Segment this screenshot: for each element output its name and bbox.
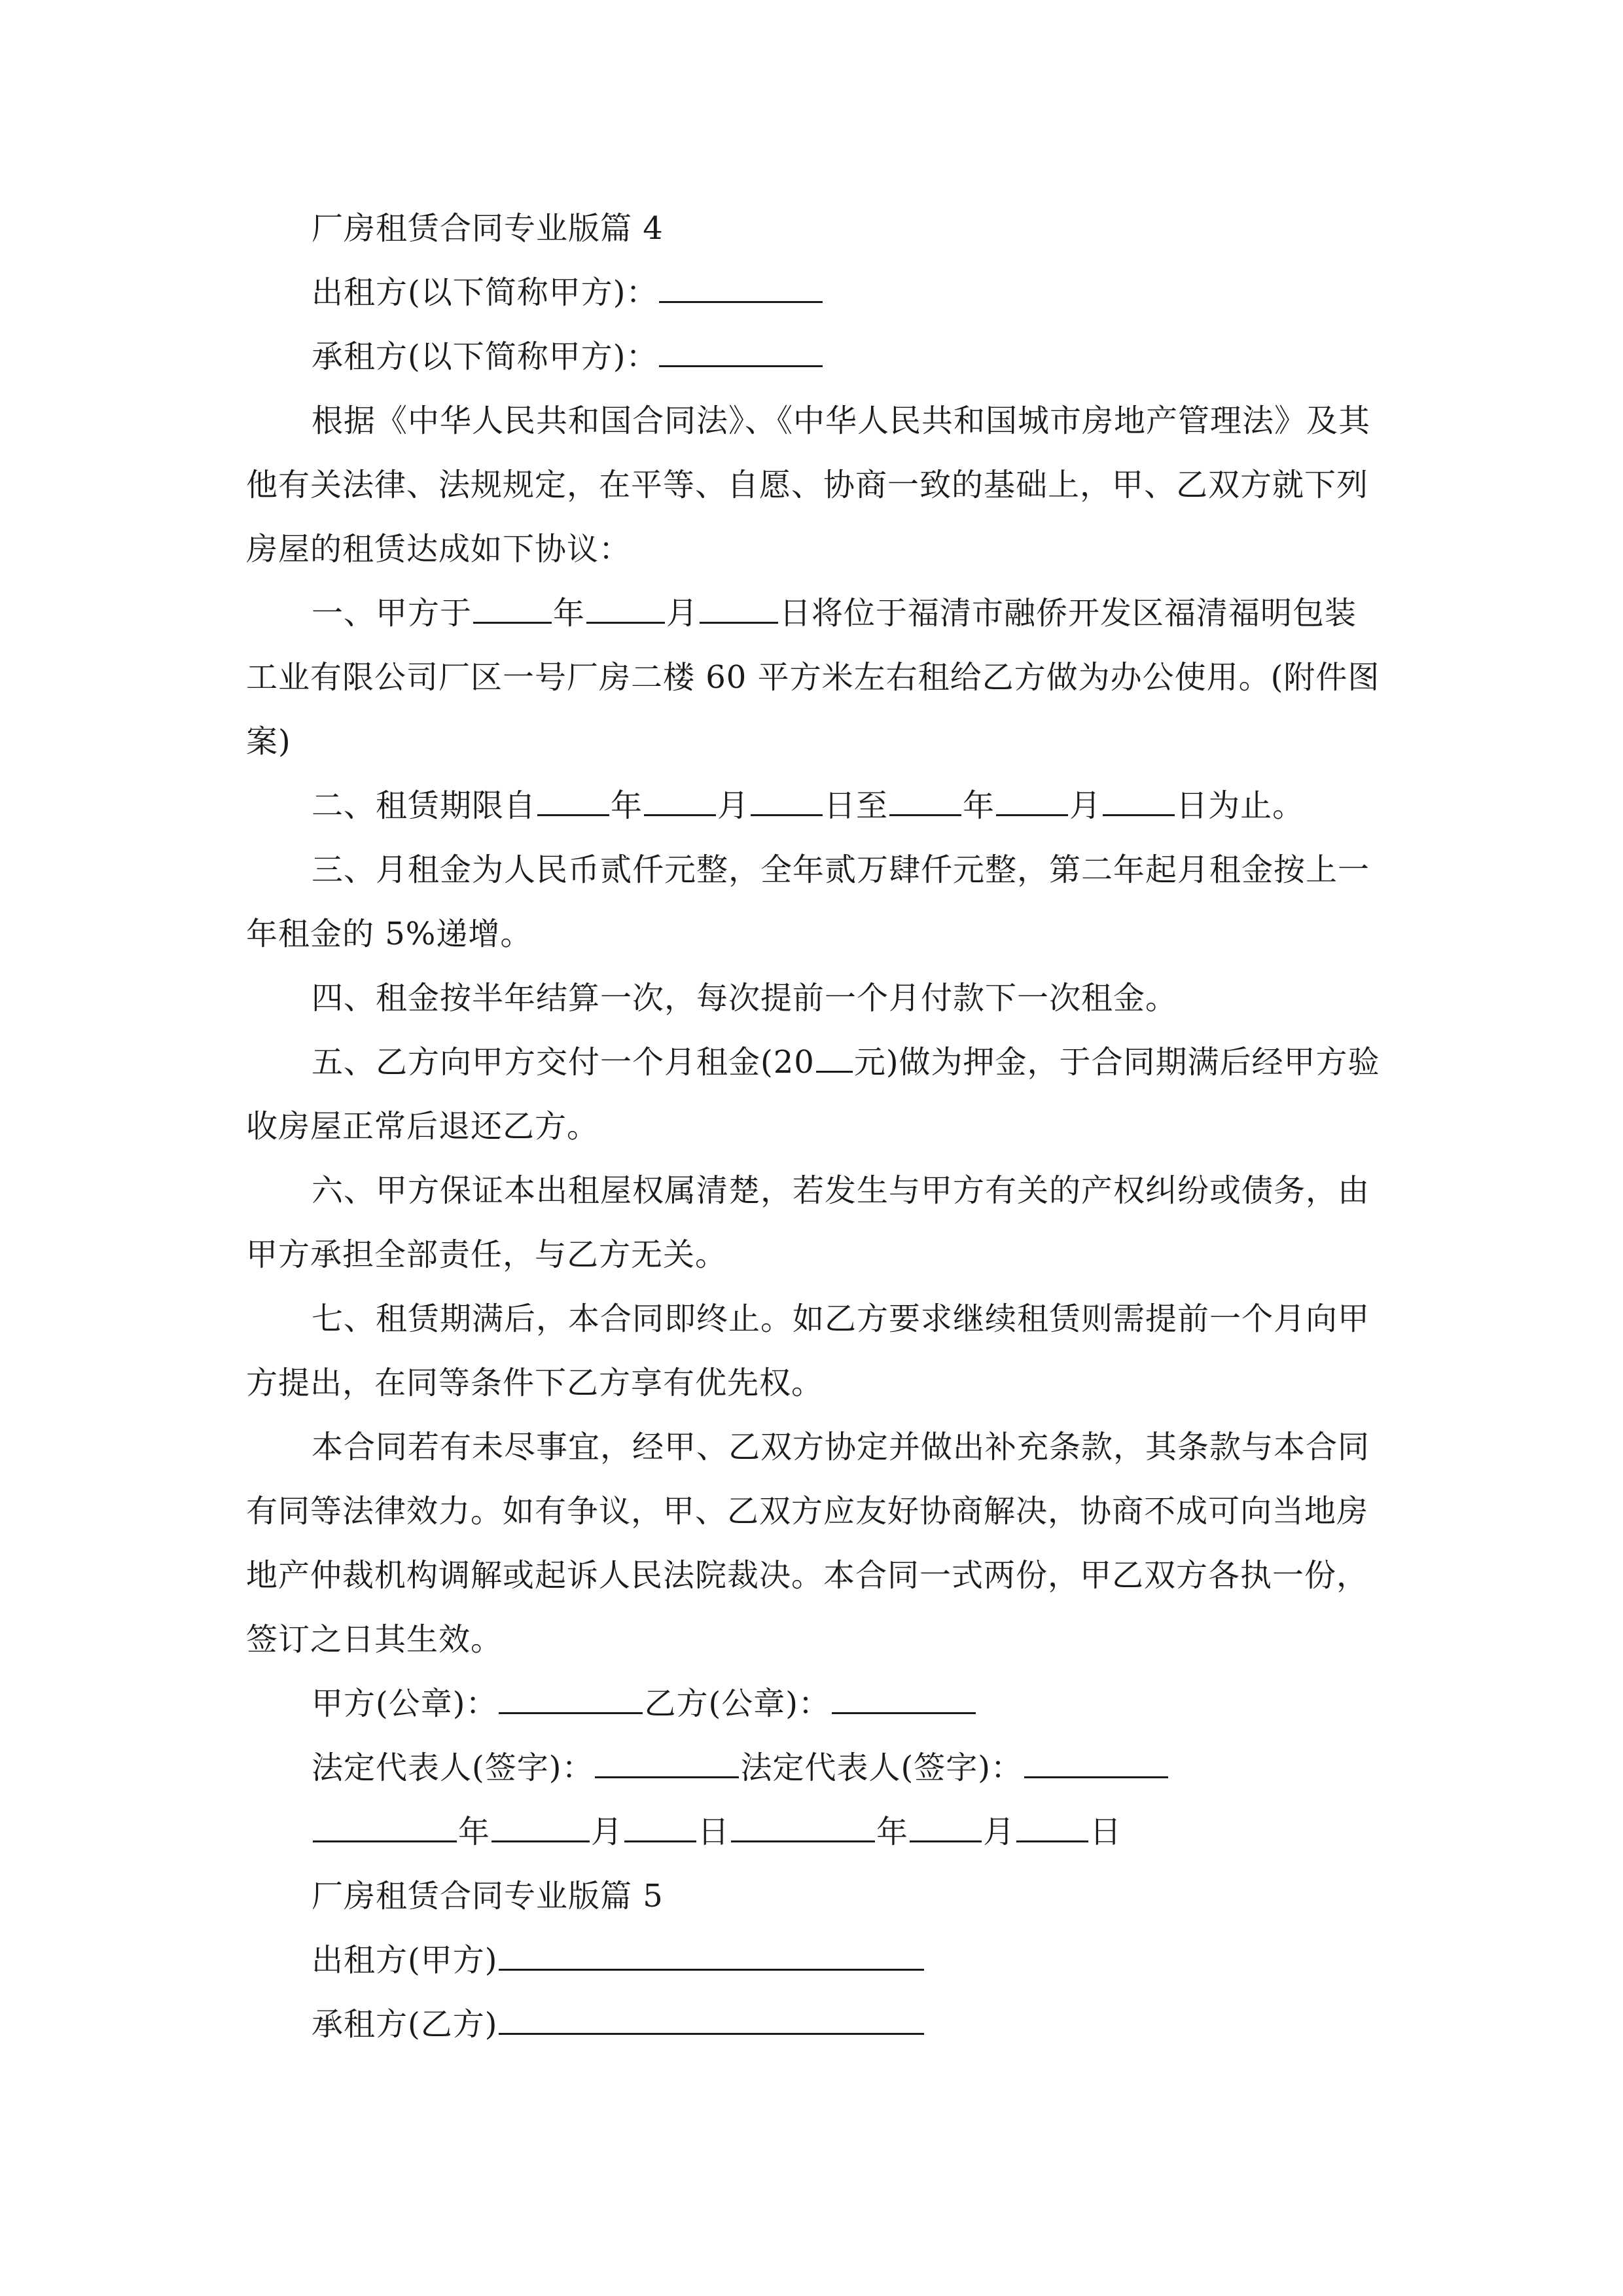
- date-text: 日: [1090, 1814, 1122, 1850]
- clause-text: 方提出，在同等条件下乙方享有优先权。: [246, 1365, 824, 1401]
- clause-text: 二、租赁期限自: [312, 787, 537, 824]
- clause-8-line-2: [246, 1479, 1368, 1543]
- party-a-seal-blank: [499, 1674, 643, 1714]
- month-blank: [644, 776, 716, 816]
- clause-text: 本合同若有未尽事宜，经甲、乙双方协定并做出补充条款，其条款与本合同: [312, 1429, 1370, 1465]
- clause-text: 年: [611, 787, 643, 824]
- clause-8-line-3: [246, 1543, 1368, 1607]
- clause-4-line-1: [312, 966, 1177, 1030]
- clause-text: 有同等法律效力。如有争议，甲、乙双方应友好协商解决，协商不成可向当地房: [246, 1493, 1369, 1530]
- clause-text: 地产仲裁机构调解或起诉人民法院裁决。本合同一式两份，甲乙双方各执一份，: [246, 1557, 1369, 1594]
- paragraph-text: 根据《中华人民共和国合同法》、《中华人民共和国城市房地产管理法》及其: [312, 403, 1371, 439]
- clause-1-line-3: [246, 709, 291, 774]
- clause-text: 月: [1069, 787, 1102, 824]
- day-blank: [1103, 776, 1175, 816]
- clause-text: 年: [963, 787, 995, 824]
- clause-2-line-1: [312, 774, 1304, 838]
- day-blank: [1016, 1803, 1088, 1842]
- day-blank: [751, 776, 823, 816]
- month-blank: [586, 584, 665, 624]
- date-line: [312, 1800, 1122, 1864]
- clause-text: 年租金的 5%递增。: [246, 916, 533, 952]
- month-blank: [491, 1803, 590, 1842]
- rep-a-blank: [595, 1738, 739, 1778]
- clause-text: 签订之日其生效。: [246, 1621, 503, 1658]
- clause-5-line-1: [312, 1030, 1380, 1094]
- intro-line-3: [246, 517, 631, 581]
- date-text: 月: [591, 1814, 624, 1850]
- clause-8-line-4: [246, 1607, 503, 1672]
- clause-3-line-2: [246, 902, 532, 966]
- clause-text: 元)做为押金，于合同期满后经甲方验: [853, 1044, 1380, 1081]
- clause-5-line-2: [246, 1094, 599, 1158]
- clause-7-line-1: [312, 1287, 1370, 1351]
- clause-7-line-2: [246, 1351, 823, 1415]
- paragraph-text: 房屋的租赁达成如下协议：: [246, 531, 632, 567]
- rep-b-label: 法定代表人(签字)：: [740, 1749, 1023, 1786]
- clause-text: 七、租赁期满后，本合同即终止。如乙方要求继续租赁则需提前一个月向甲: [312, 1300, 1370, 1337]
- clause-text: 三、月租金为人民币贰仟元整，全年贰万肆仟元整，第二年起月租金按上一: [312, 852, 1370, 888]
- clause-text: 收房屋正常后退还乙方。: [246, 1108, 599, 1145]
- lessee-5-label: 承租方(乙方): [312, 2006, 498, 2043]
- clause-text: 年: [553, 595, 586, 632]
- deposit-blank: [816, 1033, 853, 1073]
- lessor-5-line: [312, 1928, 925, 1992]
- year-blank: [731, 1803, 875, 1842]
- lessor-5-label: 出租方(甲方): [312, 1942, 498, 1979]
- clause-8-line-1: [312, 1415, 1370, 1479]
- date-text: 月: [983, 1814, 1016, 1850]
- lessor-label: 出租方(以下简称甲方)：: [312, 274, 658, 311]
- heading-text: 厂房租赁合同专业版篇 5: [312, 1878, 664, 1914]
- lessor-5-blank: [499, 1931, 924, 1971]
- day-blank: [624, 1803, 696, 1842]
- rep-a-label: 法定代表人(签字)：: [312, 1749, 594, 1786]
- clause-1-line-1: [312, 581, 1357, 645]
- month-blank: [996, 776, 1068, 816]
- month-blank: [910, 1803, 982, 1842]
- heading-text: 厂房租赁合同专业版篇 4: [312, 210, 664, 247]
- clause-1-line-2: [246, 645, 1380, 709]
- date-text: 年: [876, 1814, 909, 1850]
- lessee-line: [312, 325, 824, 389]
- clause-text: 日为止。: [1176, 787, 1305, 824]
- intro-line-1: [312, 389, 1370, 453]
- clause-text: 月: [717, 787, 750, 824]
- clause-text: 五、乙方向甲方交付一个月租金(20: [312, 1044, 815, 1081]
- party-b-seal-label: 乙方(公章)：: [644, 1685, 830, 1722]
- lessee-blank: [659, 327, 823, 367]
- year-blank: [889, 776, 961, 816]
- lessor-line: [312, 260, 824, 325]
- lessee-5-blank: [499, 1995, 924, 2035]
- rep-b-blank: [1024, 1738, 1168, 1778]
- date-text: 年: [458, 1814, 491, 1850]
- year-blank: [537, 776, 609, 816]
- clause-text: 日至: [824, 787, 889, 824]
- clause-text: 月: [666, 595, 699, 632]
- year-blank: [473, 584, 552, 624]
- clause-6-line-2: [246, 1223, 727, 1287]
- clause-text: 工业有限公司厂区一号厂房二楼 60 平方米左右租给乙方做为办公使用。(附件图: [246, 659, 1380, 696]
- year-blank: [313, 1803, 457, 1842]
- clause-text: 日将位于福清市融侨开发区福清福明包装: [779, 595, 1357, 632]
- section-heading-5: [312, 1864, 664, 1928]
- day-blank: [700, 584, 778, 624]
- section-heading-4: [312, 196, 664, 260]
- clause-text: 案): [246, 723, 291, 760]
- seal-line: [312, 1672, 977, 1736]
- intro-line-2: [246, 453, 1368, 517]
- clause-text: 六、甲方保证本出租屋权属清楚，若发生与甲方有关的产权纠纷或债务，由: [312, 1172, 1370, 1209]
- clause-text: 一、甲方于: [312, 595, 473, 632]
- lessee-label: 承租方(以下简称甲方)：: [312, 338, 658, 375]
- clause-3-line-1: [312, 838, 1370, 902]
- clause-text: 四、租金按半年结算一次，每次提前一个月付款下一次租金。: [312, 980, 1178, 1016]
- party-b-seal-blank: [832, 1674, 976, 1714]
- date-text: 日: [698, 1814, 730, 1850]
- party-a-seal-label: 甲方(公章)：: [312, 1685, 498, 1722]
- representative-line: [312, 1736, 1169, 1800]
- lessee-5-line: [312, 1992, 925, 2056]
- lessor-blank: [659, 263, 823, 303]
- clause-6-line-1: [312, 1158, 1370, 1223]
- clause-text: 甲方承担全部责任，与乙方无关。: [246, 1236, 728, 1273]
- paragraph-text: 他有关法律、法规规定，在平等、自愿、协商一致的基础上，甲、乙双方就下列: [246, 467, 1369, 503]
